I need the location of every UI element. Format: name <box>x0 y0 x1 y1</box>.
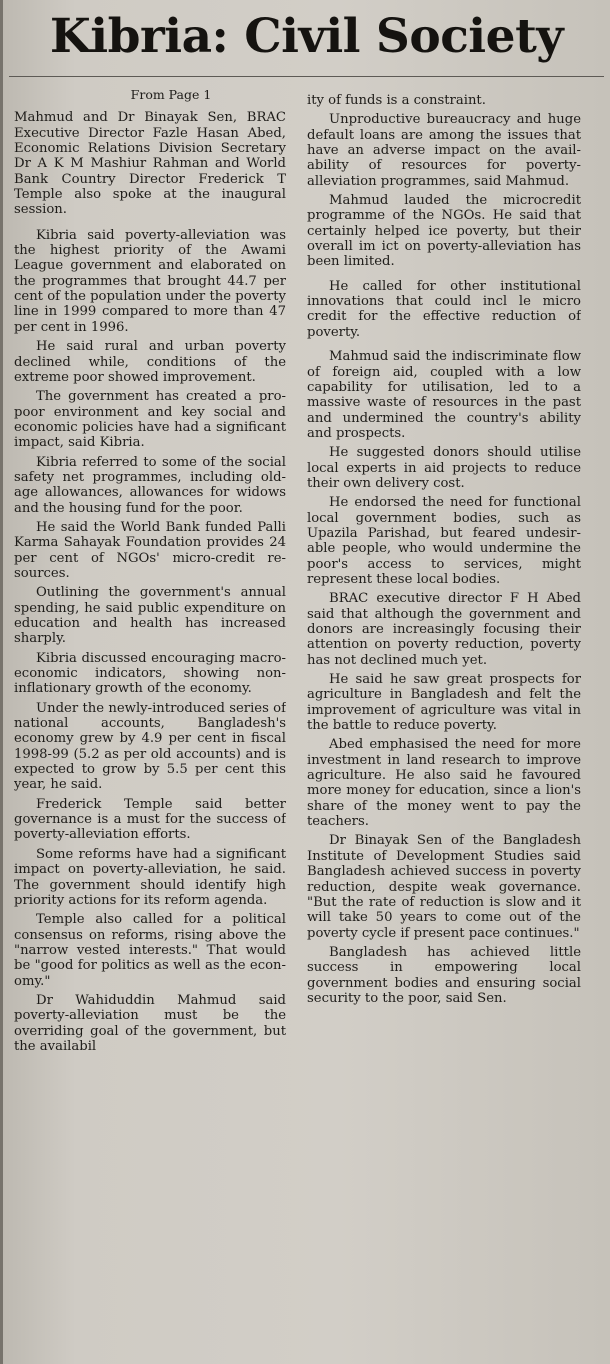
paragraph: Some reforms have had a significant impact on poverty-alleviation, he said. The government should identify high priority actions for its reform agenda. <box>14 846 286 908</box>
paragraph: Abed emphasised the need for more investment in land research to improve agriculture. He also said he favoured more money for education, since a lion's share of the money went to pay the teachers. <box>307 737 581 830</box>
headline: Kibria: Civil Society <box>49 9 564 64</box>
article-column-right <box>307 93 581 1364</box>
paragraph: Kibria referred to some of the social safety net programmes, including old-age allowances, allowances for widows and the housing fund for the poor. <box>14 454 286 516</box>
paragraph: Frederick Temple said better governance is a must for the success of poverty-alleviation efforts. <box>14 796 286 843</box>
paragraph: Mahmud said the indiscriminate flow of foreign aid, coupled with a low capability for utilisation, led to a massive waste of resources in the past and undermined the country's ability and prospects. <box>307 349 581 441</box>
paragraph: He suggested donors should utilise local experts in aid projects to reduce their own delivery cost. <box>307 445 581 491</box>
paragraph: He said he saw great prospects for agriculture in Bangladesh and felt the improvement of agriculture was vital in the battle to reduce poverty. <box>307 672 581 734</box>
paragraph: He endorsed the need for functional local government bodies, such as Upazila Parishad, but feared undesirable people, who would undermine the poor's access to services, might represent these local bodies. <box>307 495 581 587</box>
paragraph: Dr Binayak Sen of the Bangladesh Institute of Development Studies said Bangladesh achieved success in poverty reduction, despite weak governance. "But the rate of reduction is slow and it will take 50 years to come out of the poverty cycle if present pace continues." <box>307 833 581 941</box>
paragraph: Kibria said poverty-alleviation was the highest priority of the Awami League government and elaborated on the programmes that brought 44.7 per cent of the population under the poverty line in 1999 compared to more than 47 per cent in 1996. <box>14 227 286 335</box>
paragraph: The government has created a pro-poor environment and key social and economic policies have had a significant impact, said Kibria. <box>14 389 286 451</box>
paragraph: Outlining the government's annual spending, he said public expenditure on education and health has increased sharply. <box>14 585 286 647</box>
paragraph: Mahmud lauded the microcredit programme of the NGOs. He said that certainly helped ice poverty, but their overall im ict on poverty-alleviation has been limited. <box>307 193 581 270</box>
article-column-left <box>14 87 286 1364</box>
paragraph: Temple also called for a political consensus on reforms, rising above the "narrow vested interests." That would be "good for politics as well as the economy." <box>14 912 286 989</box>
paragraph: He called for other institutional innovations that could incl le micro credit for the effective reduction of poverty. <box>307 278 581 340</box>
headline-rule <box>9 76 604 77</box>
paragraph: He said the World Bank funded Palli Karma Sahayak Foundation provides 24 per cent of NGOs' micro-credit resources. <box>14 519 286 581</box>
paragraph: Mahmud and Dr Binayak Sen, BRAC Executive Director Fazle Hasan Abed, Economic Relations Division Secretary Dr A K M Mashiur Rahman and World Bank Country Director Frederick T Temple also spoke at the inaugural session. <box>14 110 286 218</box>
paragraph: Dr Wahiduddin Mahmud said poverty-alleviation must be the overriding goal of the government, but the availabil <box>14 992 286 1054</box>
paragraph: Bangladesh has achieved little success in empowering local government bodies and ensuring social security to the poor, said Sen. <box>307 944 581 1006</box>
paragraph: Kibria discussed encouraging macro-economic indicators, showing non-inflationary growth of the economy. <box>14 650 286 697</box>
paragraph: ity of funds is a constraint. <box>307 93 486 108</box>
jump-line: From Page 1 <box>130 87 212 102</box>
paragraph: Unproductive bureaucracy and huge default loans are among the issues that have an adverse impact on the availability of resources for poverty-alleviation programmes, said Mahmud. <box>307 112 581 189</box>
paragraph: BRAC executive director F H Abed said that although the government and donors are increasingly focusing their attention on poverty reduction, poverty has not declined much yet. <box>307 591 581 668</box>
paragraph: He said rural and urban poverty declined while, conditions of the extreme poor showed improvement. <box>14 339 286 385</box>
paragraph: Under the newly-introduced series of national accounts, Bangladesh's economy grew by 4.9 per cent in fiscal 1998-99 (5.2 as per old accounts) and is expected to grow by 5.5 per cent this year, he said. <box>14 700 286 793</box>
